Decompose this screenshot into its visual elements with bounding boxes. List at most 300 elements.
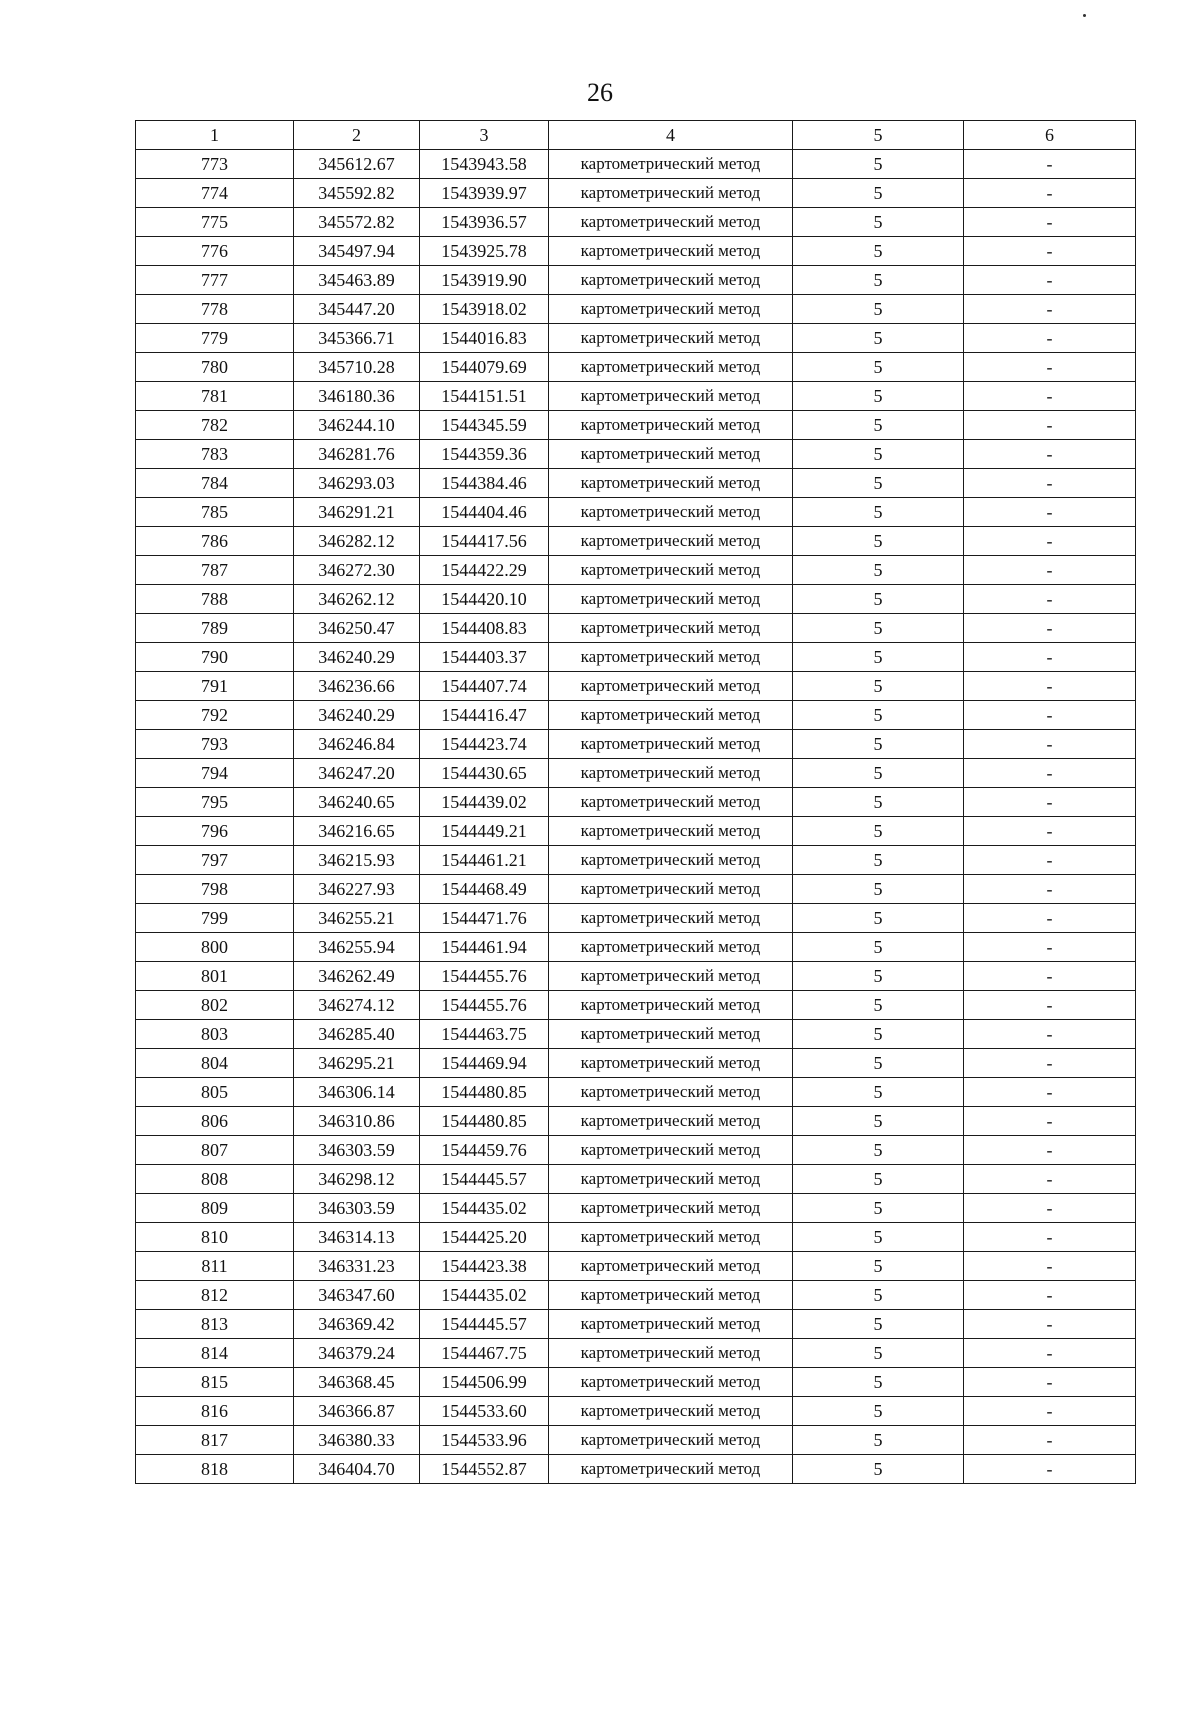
- accuracy-cell: 5: [793, 962, 964, 991]
- point-number-cell: 775: [136, 208, 294, 237]
- note-cell: -: [964, 1194, 1136, 1223]
- table-row: [136, 1310, 1136, 1339]
- y-coordinate-cell: 1544461.21: [420, 846, 549, 875]
- note-cell: -: [964, 1397, 1136, 1426]
- y-coordinate-cell: 1544463.75: [420, 1020, 549, 1049]
- note-cell: -: [964, 904, 1136, 933]
- accuracy-cell: 5: [793, 991, 964, 1020]
- method-cell: картометрический метод: [549, 672, 793, 701]
- point-number-cell: 816: [136, 1397, 294, 1426]
- note-cell: -: [964, 237, 1136, 266]
- note-cell: -: [964, 962, 1136, 991]
- y-coordinate-cell: 1544359.36: [420, 440, 549, 469]
- x-coordinate-cell: 346262.49: [294, 962, 420, 991]
- y-coordinate-cell: 1544480.85: [420, 1107, 549, 1136]
- note-cell: -: [964, 991, 1136, 1020]
- y-coordinate-cell: 1544079.69: [420, 353, 549, 382]
- accuracy-cell: 5: [793, 1426, 964, 1455]
- method-cell: картометрический метод: [549, 875, 793, 904]
- method-cell: картометрический метод: [549, 411, 793, 440]
- table-row: [136, 1020, 1136, 1049]
- x-coordinate-cell: 346250.47: [294, 614, 420, 643]
- table-row: [136, 1455, 1136, 1484]
- x-coordinate-cell: 346291.21: [294, 498, 420, 527]
- table-row: [136, 556, 1136, 585]
- method-cell: картометрический метод: [549, 295, 793, 324]
- note-cell: -: [964, 788, 1136, 817]
- method-cell: картометрический метод: [549, 556, 793, 585]
- accuracy-cell: 5: [793, 498, 964, 527]
- method-cell: картометрический метод: [549, 585, 793, 614]
- accuracy-cell: 5: [793, 440, 964, 469]
- table-row: [136, 295, 1136, 324]
- method-cell: картометрический метод: [549, 266, 793, 295]
- accuracy-cell: 5: [793, 324, 964, 353]
- y-coordinate-cell: 1544151.51: [420, 382, 549, 411]
- table-row: [136, 440, 1136, 469]
- x-coordinate-cell: 346293.03: [294, 469, 420, 498]
- y-coordinate-cell: 1544422.29: [420, 556, 549, 585]
- column-header: 4: [549, 121, 793, 150]
- method-cell: картометрический метод: [549, 527, 793, 556]
- x-coordinate-cell: 345447.20: [294, 295, 420, 324]
- accuracy-cell: 5: [793, 701, 964, 730]
- method-cell: картометрический метод: [549, 701, 793, 730]
- note-cell: -: [964, 933, 1136, 962]
- table-row: [136, 585, 1136, 614]
- point-number-cell: 778: [136, 295, 294, 324]
- x-coordinate-cell: 346216.65: [294, 817, 420, 846]
- method-cell: картометрический метод: [549, 904, 793, 933]
- point-number-cell: 803: [136, 1020, 294, 1049]
- x-coordinate-cell: 346314.13: [294, 1223, 420, 1252]
- accuracy-cell: 5: [793, 643, 964, 672]
- method-cell: картометрический метод: [549, 1194, 793, 1223]
- method-cell: картометрический метод: [549, 962, 793, 991]
- point-number-cell: 787: [136, 556, 294, 585]
- note-cell: -: [964, 643, 1136, 672]
- y-coordinate-cell: 1544459.76: [420, 1136, 549, 1165]
- x-coordinate-cell: 345572.82: [294, 208, 420, 237]
- table-row: [136, 411, 1136, 440]
- note-cell: -: [964, 469, 1136, 498]
- point-number-cell: 818: [136, 1455, 294, 1484]
- method-cell: картометрический метод: [549, 788, 793, 817]
- note-cell: -: [964, 527, 1136, 556]
- y-coordinate-cell: 1543936.57: [420, 208, 549, 237]
- x-coordinate-cell: 346379.24: [294, 1339, 420, 1368]
- point-number-cell: 786: [136, 527, 294, 556]
- x-coordinate-cell: 346298.12: [294, 1165, 420, 1194]
- method-cell: картометрический метод: [549, 817, 793, 846]
- note-cell: -: [964, 1078, 1136, 1107]
- table-row: [136, 962, 1136, 991]
- y-coordinate-cell: 1544407.74: [420, 672, 549, 701]
- table-row: [136, 991, 1136, 1020]
- method-cell: картометрический метод: [549, 1223, 793, 1252]
- x-coordinate-cell: 346347.60: [294, 1281, 420, 1310]
- point-number-cell: 789: [136, 614, 294, 643]
- y-coordinate-cell: 1544384.46: [420, 469, 549, 498]
- table-header-row: [136, 121, 1136, 150]
- point-number-cell: 802: [136, 991, 294, 1020]
- x-coordinate-cell: 346246.84: [294, 730, 420, 759]
- y-coordinate-cell: 1544469.94: [420, 1049, 549, 1078]
- method-cell: картометрический метод: [549, 1252, 793, 1281]
- x-coordinate-cell: 346282.12: [294, 527, 420, 556]
- table-row: [136, 672, 1136, 701]
- accuracy-cell: 5: [793, 179, 964, 208]
- column-header: 3: [420, 121, 549, 150]
- table-row: [136, 150, 1136, 179]
- column-header: 1: [136, 121, 294, 150]
- accuracy-cell: 5: [793, 1281, 964, 1310]
- y-coordinate-cell: 1544480.85: [420, 1078, 549, 1107]
- method-cell: картометрический метод: [549, 498, 793, 527]
- method-cell: картометрический метод: [549, 759, 793, 788]
- note-cell: -: [964, 1455, 1136, 1484]
- table-row: [136, 324, 1136, 353]
- point-number-cell: 773: [136, 150, 294, 179]
- table-row: [136, 933, 1136, 962]
- point-number-cell: 810: [136, 1223, 294, 1252]
- point-number-cell: 784: [136, 469, 294, 498]
- point-number-cell: 798: [136, 875, 294, 904]
- y-coordinate-cell: 1543919.90: [420, 266, 549, 295]
- accuracy-cell: 5: [793, 585, 964, 614]
- accuracy-cell: 5: [793, 1194, 964, 1223]
- y-coordinate-cell: 1544423.38: [420, 1252, 549, 1281]
- y-coordinate-cell: 1544403.37: [420, 643, 549, 672]
- x-coordinate-cell: 346368.45: [294, 1368, 420, 1397]
- note-cell: -: [964, 1281, 1136, 1310]
- accuracy-cell: 5: [793, 1397, 964, 1426]
- point-number-cell: 804: [136, 1049, 294, 1078]
- method-cell: картометрический метод: [549, 643, 793, 672]
- table-row: [136, 1339, 1136, 1368]
- y-coordinate-cell: 1544468.49: [420, 875, 549, 904]
- x-coordinate-cell: 346240.29: [294, 643, 420, 672]
- column-header: 6: [964, 121, 1136, 150]
- accuracy-cell: 5: [793, 1455, 964, 1484]
- method-cell: картометрический метод: [549, 1310, 793, 1339]
- point-number-cell: 797: [136, 846, 294, 875]
- accuracy-cell: 5: [793, 1252, 964, 1281]
- table-row: [136, 817, 1136, 846]
- table-row: [136, 266, 1136, 295]
- method-cell: картометрический метод: [549, 933, 793, 962]
- method-cell: картометрический метод: [549, 730, 793, 759]
- point-number-cell: 817: [136, 1426, 294, 1455]
- point-number-cell: 781: [136, 382, 294, 411]
- method-cell: картометрический метод: [549, 208, 793, 237]
- accuracy-cell: 5: [793, 788, 964, 817]
- accuracy-cell: 5: [793, 266, 964, 295]
- y-coordinate-cell: 1544416.47: [420, 701, 549, 730]
- table-row: [136, 643, 1136, 672]
- accuracy-cell: 5: [793, 672, 964, 701]
- x-coordinate-cell: 346262.12: [294, 585, 420, 614]
- note-cell: -: [964, 382, 1136, 411]
- x-coordinate-cell: 346236.66: [294, 672, 420, 701]
- note-cell: -: [964, 498, 1136, 527]
- y-coordinate-cell: 1544449.21: [420, 817, 549, 846]
- table-body: [136, 150, 1136, 1484]
- x-coordinate-cell: 345497.94: [294, 237, 420, 266]
- table-row: [136, 353, 1136, 382]
- table-row: [136, 701, 1136, 730]
- method-cell: картометрический метод: [549, 1020, 793, 1049]
- table-row: [136, 1165, 1136, 1194]
- y-coordinate-cell: 1544345.59: [420, 411, 549, 440]
- note-cell: -: [964, 817, 1136, 846]
- table-row: [136, 179, 1136, 208]
- accuracy-cell: 5: [793, 411, 964, 440]
- table-row: [136, 1281, 1136, 1310]
- point-number-cell: 799: [136, 904, 294, 933]
- table-row: [136, 759, 1136, 788]
- note-cell: -: [964, 846, 1136, 875]
- x-coordinate-cell: 346244.10: [294, 411, 420, 440]
- note-cell: -: [964, 1223, 1136, 1252]
- table-row: [136, 788, 1136, 817]
- x-coordinate-cell: 346227.93: [294, 875, 420, 904]
- y-coordinate-cell: 1544461.94: [420, 933, 549, 962]
- note-cell: -: [964, 1426, 1136, 1455]
- column-header: 2: [294, 121, 420, 150]
- x-coordinate-cell: 346240.29: [294, 701, 420, 730]
- accuracy-cell: 5: [793, 904, 964, 933]
- note-cell: -: [964, 1107, 1136, 1136]
- table-row: [136, 846, 1136, 875]
- point-number-cell: 779: [136, 324, 294, 353]
- table-row: [136, 527, 1136, 556]
- x-coordinate-cell: 346295.21: [294, 1049, 420, 1078]
- table-row: [136, 1223, 1136, 1252]
- y-coordinate-cell: 1544420.10: [420, 585, 549, 614]
- page-number: 26: [587, 78, 613, 107]
- method-cell: картометрический метод: [549, 1281, 793, 1310]
- point-number-cell: 788: [136, 585, 294, 614]
- method-cell: картометрический метод: [549, 991, 793, 1020]
- point-number-cell: 808: [136, 1165, 294, 1194]
- x-coordinate-cell: 346331.23: [294, 1252, 420, 1281]
- note-cell: -: [964, 1339, 1136, 1368]
- point-number-cell: 805: [136, 1078, 294, 1107]
- table-row: [136, 730, 1136, 759]
- accuracy-cell: 5: [793, 1223, 964, 1252]
- accuracy-cell: 5: [793, 817, 964, 846]
- point-number-cell: 776: [136, 237, 294, 266]
- point-number-cell: 807: [136, 1136, 294, 1165]
- note-cell: -: [964, 1020, 1136, 1049]
- note-cell: -: [964, 585, 1136, 614]
- note-cell: -: [964, 672, 1136, 701]
- point-number-cell: 806: [136, 1107, 294, 1136]
- table-row: [136, 1049, 1136, 1078]
- x-coordinate-cell: 346255.94: [294, 933, 420, 962]
- method-cell: картометрический метод: [549, 1339, 793, 1368]
- method-cell: картометрический метод: [549, 1368, 793, 1397]
- note-cell: -: [964, 556, 1136, 585]
- method-cell: картометрический метод: [549, 237, 793, 266]
- method-cell: картометрический метод: [549, 1078, 793, 1107]
- y-coordinate-cell: 1544455.76: [420, 962, 549, 991]
- y-coordinate-cell: 1544552.87: [420, 1455, 549, 1484]
- x-coordinate-cell: 346240.65: [294, 788, 420, 817]
- method-cell: картометрический метод: [549, 469, 793, 498]
- note-cell: -: [964, 324, 1136, 353]
- y-coordinate-cell: 1544408.83: [420, 614, 549, 643]
- table-row: [136, 875, 1136, 904]
- accuracy-cell: 5: [793, 759, 964, 788]
- point-number-cell: 796: [136, 817, 294, 846]
- method-cell: картометрический метод: [549, 382, 793, 411]
- method-cell: картометрический метод: [549, 324, 793, 353]
- point-number-cell: 813: [136, 1310, 294, 1339]
- table-row: [136, 1107, 1136, 1136]
- point-number-cell: 811: [136, 1252, 294, 1281]
- x-coordinate-cell: 346274.12: [294, 991, 420, 1020]
- note-cell: -: [964, 353, 1136, 382]
- accuracy-cell: 5: [793, 150, 964, 179]
- point-number-cell: 809: [136, 1194, 294, 1223]
- y-coordinate-cell: 1544445.57: [420, 1310, 549, 1339]
- note-cell: -: [964, 150, 1136, 179]
- x-coordinate-cell: 346272.30: [294, 556, 420, 585]
- x-coordinate-cell: 346285.40: [294, 1020, 420, 1049]
- note-cell: -: [964, 1136, 1136, 1165]
- accuracy-cell: 5: [793, 527, 964, 556]
- accuracy-cell: 5: [793, 556, 964, 585]
- note-cell: -: [964, 1310, 1136, 1339]
- point-number-cell: 774: [136, 179, 294, 208]
- x-coordinate-cell: 346247.20: [294, 759, 420, 788]
- point-number-cell: 800: [136, 933, 294, 962]
- x-coordinate-cell: 346404.70: [294, 1455, 420, 1484]
- note-cell: -: [964, 1368, 1136, 1397]
- note-cell: -: [964, 875, 1136, 904]
- x-coordinate-cell: 346281.76: [294, 440, 420, 469]
- note-cell: -: [964, 179, 1136, 208]
- y-coordinate-cell: 1544435.02: [420, 1194, 549, 1223]
- table-row: [136, 1078, 1136, 1107]
- accuracy-cell: 5: [793, 1368, 964, 1397]
- point-number-cell: 793: [136, 730, 294, 759]
- method-cell: картометрический метод: [549, 150, 793, 179]
- method-cell: картометрический метод: [549, 614, 793, 643]
- accuracy-cell: 5: [793, 382, 964, 411]
- y-coordinate-cell: 1543939.97: [420, 179, 549, 208]
- x-coordinate-cell: 345592.82: [294, 179, 420, 208]
- point-number-cell: 801: [136, 962, 294, 991]
- point-number-cell: 780: [136, 353, 294, 382]
- table-row: [136, 469, 1136, 498]
- point-number-cell: 790: [136, 643, 294, 672]
- method-cell: картометрический метод: [549, 1165, 793, 1194]
- y-coordinate-cell: 1544533.60: [420, 1397, 549, 1426]
- y-coordinate-cell: 1544439.02: [420, 788, 549, 817]
- y-coordinate-cell: 1544016.83: [420, 324, 549, 353]
- point-number-cell: 777: [136, 266, 294, 295]
- table-row: [136, 1194, 1136, 1223]
- method-cell: картометрический метод: [549, 1426, 793, 1455]
- note-cell: -: [964, 266, 1136, 295]
- note-cell: -: [964, 1252, 1136, 1281]
- y-coordinate-cell: 1544404.46: [420, 498, 549, 527]
- accuracy-cell: 5: [793, 875, 964, 904]
- scan-speck: [1083, 14, 1086, 17]
- table-row: [136, 208, 1136, 237]
- y-coordinate-cell: 1544423.74: [420, 730, 549, 759]
- y-coordinate-cell: 1543918.02: [420, 295, 549, 324]
- x-coordinate-cell: 345366.71: [294, 324, 420, 353]
- point-number-cell: 795: [136, 788, 294, 817]
- x-coordinate-cell: 346310.86: [294, 1107, 420, 1136]
- table-row: [136, 1136, 1136, 1165]
- note-cell: -: [964, 1049, 1136, 1078]
- accuracy-cell: 5: [793, 1339, 964, 1368]
- accuracy-cell: 5: [793, 237, 964, 266]
- x-coordinate-cell: 346380.33: [294, 1426, 420, 1455]
- accuracy-cell: 5: [793, 730, 964, 759]
- y-coordinate-cell: 1544430.65: [420, 759, 549, 788]
- y-coordinate-cell: 1543925.78: [420, 237, 549, 266]
- x-coordinate-cell: 346215.93: [294, 846, 420, 875]
- accuracy-cell: 5: [793, 1310, 964, 1339]
- y-coordinate-cell: 1544445.57: [420, 1165, 549, 1194]
- accuracy-cell: 5: [793, 1078, 964, 1107]
- x-coordinate-cell: 346303.59: [294, 1136, 420, 1165]
- accuracy-cell: 5: [793, 1165, 964, 1194]
- method-cell: картометрический метод: [549, 1136, 793, 1165]
- point-number-cell: 792: [136, 701, 294, 730]
- accuracy-cell: 5: [793, 933, 964, 962]
- y-coordinate-cell: 1543943.58: [420, 150, 549, 179]
- point-number-cell: 794: [136, 759, 294, 788]
- y-coordinate-cell: 1544417.56: [420, 527, 549, 556]
- note-cell: -: [964, 701, 1136, 730]
- note-cell: -: [964, 614, 1136, 643]
- x-coordinate-cell: 345710.28: [294, 353, 420, 382]
- point-number-cell: 791: [136, 672, 294, 701]
- method-cell: картометрический метод: [549, 846, 793, 875]
- accuracy-cell: 5: [793, 1049, 964, 1078]
- accuracy-cell: 5: [793, 614, 964, 643]
- accuracy-cell: 5: [793, 846, 964, 875]
- column-header: 5: [793, 121, 964, 150]
- coordinates-table: [135, 120, 1136, 1484]
- point-number-cell: 812: [136, 1281, 294, 1310]
- point-number-cell: 785: [136, 498, 294, 527]
- accuracy-cell: 5: [793, 469, 964, 498]
- accuracy-cell: 5: [793, 208, 964, 237]
- accuracy-cell: 5: [793, 1136, 964, 1165]
- method-cell: картометрический метод: [549, 1397, 793, 1426]
- y-coordinate-cell: 1544506.99: [420, 1368, 549, 1397]
- table-row: [136, 904, 1136, 933]
- y-coordinate-cell: 1544471.76: [420, 904, 549, 933]
- note-cell: -: [964, 730, 1136, 759]
- point-number-cell: 814: [136, 1339, 294, 1368]
- y-coordinate-cell: 1544455.76: [420, 991, 549, 1020]
- note-cell: -: [964, 411, 1136, 440]
- y-coordinate-cell: 1544533.96: [420, 1426, 549, 1455]
- y-coordinate-cell: 1544435.02: [420, 1281, 549, 1310]
- note-cell: -: [964, 208, 1136, 237]
- table-row: [136, 237, 1136, 266]
- accuracy-cell: 5: [793, 1020, 964, 1049]
